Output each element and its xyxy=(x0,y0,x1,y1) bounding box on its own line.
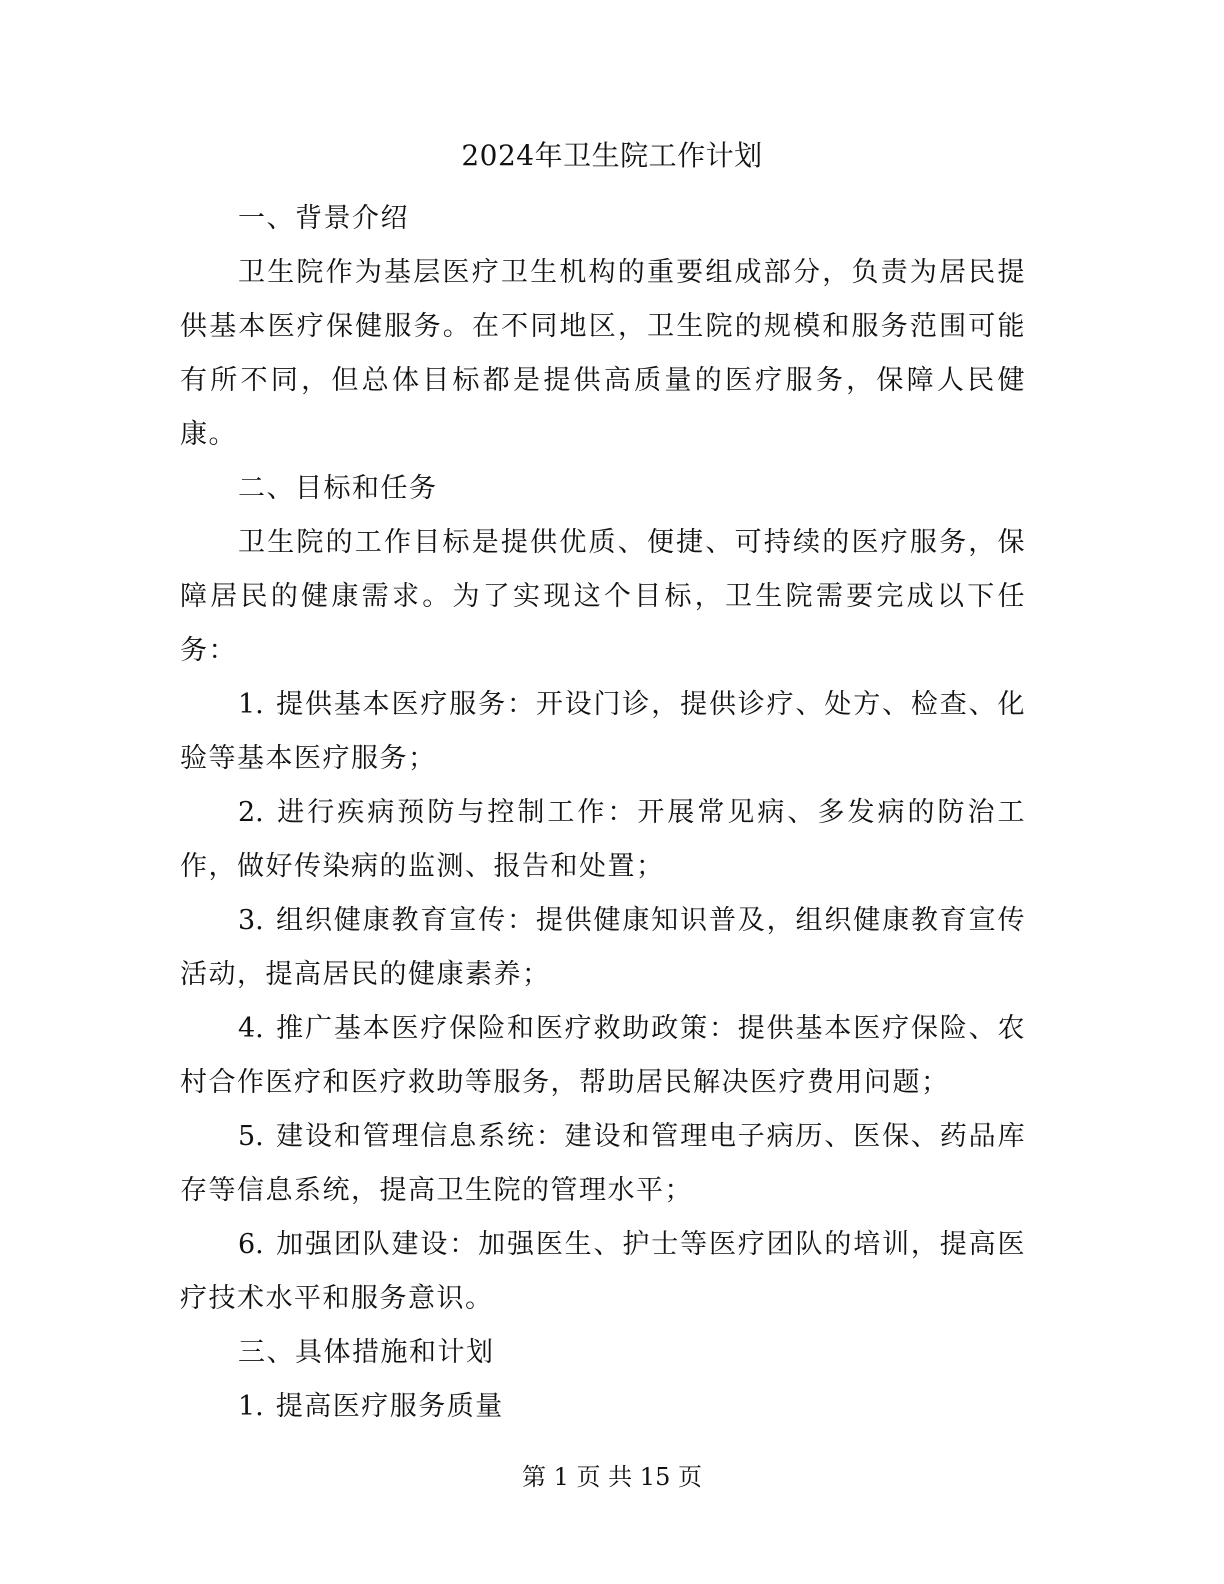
section-heading-text: 一、背景介绍 xyxy=(238,203,409,234)
list-item-text: 提供基本医疗服务：开设门诊，提供诊疗、处方、检查、化验等基本医疗服务； xyxy=(180,689,1026,774)
section-heading-measures xyxy=(180,1326,1026,1380)
list-item-number: 3. xyxy=(238,905,264,936)
section-heading-background xyxy=(180,192,1026,246)
list-item-number: 6. xyxy=(238,1229,264,1260)
list-item-text: 提高医疗服务质量 xyxy=(275,1391,504,1422)
section-heading-text: 二、目标和任务 xyxy=(238,473,438,504)
list-item-number: 1. xyxy=(238,689,264,720)
list-item-text: 加强团队建设：加强医生、护士等医疗团队的培训，提高医疗技术水平和服务意识。 xyxy=(180,1229,1026,1314)
list-item xyxy=(180,1110,1026,1218)
paragraph-goals xyxy=(180,516,1026,678)
list-item-number: 4. xyxy=(238,1013,264,1044)
list-item-number: 2. xyxy=(238,797,264,828)
list-item xyxy=(180,1380,1026,1434)
section-heading-goals xyxy=(180,462,1026,516)
page-footer: 第 1 页 共 15 页 xyxy=(522,1463,702,1491)
list-item-number: 5. xyxy=(238,1121,264,1152)
list-item xyxy=(180,786,1026,894)
paragraph-text: 卫生院的工作目标是提供优质、便捷、可持续的医疗服务，保障居民的健康需求。为了实现这个目标，卫生院需要完成以下任务： xyxy=(180,527,1026,666)
document-title: 2024年卫生院工作计划 xyxy=(461,139,763,172)
document-body xyxy=(180,192,1026,1434)
list-item-text: 建设和管理信息系统：建设和管理电子病历、医保、药品库存等信息系统，提高卫生院的管理水平； xyxy=(180,1121,1026,1206)
paragraph-text: 卫生院作为基层医疗卫生机构的重要组成部分，负责为居民提供基本医疗保健服务。在不同地区，卫生院的规模和服务范围可能有所不同，但总体目标都是提供高质量的医疗服务，保障人民健康。 xyxy=(180,257,1026,450)
section-heading-text: 三、具体措施和计划 xyxy=(238,1337,495,1368)
list-item-number: 1. xyxy=(238,1391,264,1422)
list-item-text: 组织健康教育宣传：提供健康知识普及，组织健康教育宣传活动，提高居民的健康素养； xyxy=(180,905,1026,990)
list-item xyxy=(180,894,1026,1002)
list-item xyxy=(180,678,1026,786)
list-item-text: 推广基本医疗保险和医疗救助政策：提供基本医疗保险、农村合作医疗和医疗救助等服务，帮助居民解决医疗费用问题； xyxy=(180,1013,1026,1098)
paragraph-background xyxy=(180,246,1026,462)
list-item-text: 进行疾病预防与控制工作：开展常见病、多发病的防治工作，做好传染病的监测、报告和处置； xyxy=(180,797,1026,882)
list-item xyxy=(180,1218,1026,1326)
list-item xyxy=(180,1002,1026,1110)
